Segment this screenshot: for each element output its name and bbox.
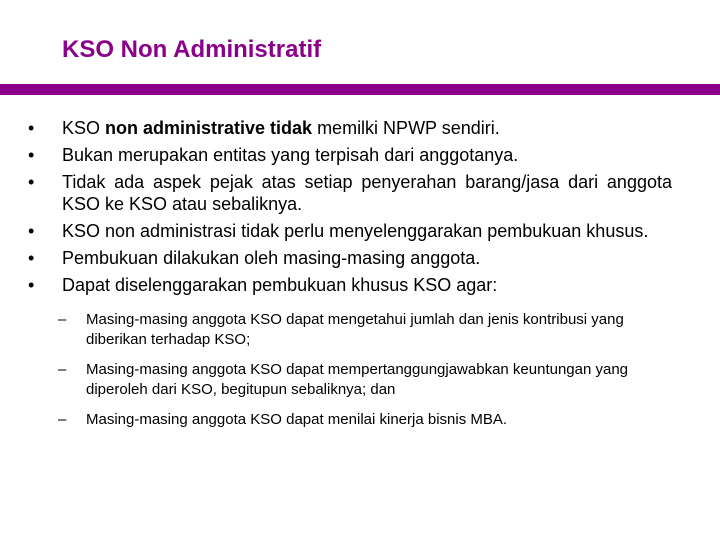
slide-title: KSO Non Administratif bbox=[62, 36, 322, 63]
sub-bullet-list bbox=[58, 310, 672, 430]
sub-bullet-item bbox=[58, 410, 672, 430]
bullet-item bbox=[28, 274, 672, 430]
bullet-text: KSO non administrasi tidak perlu menyelenggarakan pembukuan khusus. bbox=[62, 221, 649, 241]
sub-bullet-item bbox=[58, 310, 672, 350]
sub-bullet-text: Masing-masing anggota KSO dapat menilai kinerja bisnis MBA. bbox=[86, 411, 508, 428]
bullet-text-post: memilki NPWP sendiri. bbox=[312, 118, 500, 138]
bullet-text: Dapat diselenggarakan pembukuan khusus KSO agar: bbox=[62, 275, 498, 295]
bullet-item bbox=[28, 117, 672, 139]
bullet-text-pre: KSO bbox=[62, 118, 106, 138]
bullet-marker: • bbox=[28, 172, 35, 192]
sub-bullet-item bbox=[58, 360, 672, 400]
bullet-item bbox=[28, 247, 672, 269]
sub-bullet-text: Masing-masing anggota KSO dapat mengetahui jumlah dan jenis kontribusi yang diberikan terhadap KSO; bbox=[86, 311, 624, 348]
bullet-list bbox=[28, 117, 672, 440]
bullet-item bbox=[28, 171, 672, 215]
sub-bullet-marker: – bbox=[58, 311, 67, 328]
sub-bullet-text: Masing-masing anggota KSO dapat mempertanggungjawabkan keuntungan yang diperoleh dari KSO, begitupun sebaliknya; dan bbox=[86, 361, 629, 398]
title-divider bbox=[0, 84, 720, 95]
bullet-item bbox=[28, 144, 672, 166]
bullet-marker: • bbox=[28, 118, 35, 138]
bullet-marker: • bbox=[28, 275, 35, 295]
bullet-text-bold: non administrative tidak bbox=[105, 118, 313, 138]
bullet-item bbox=[28, 220, 672, 242]
bullet-marker: • bbox=[28, 145, 35, 165]
bullet-text: Bukan merupakan entitas yang terpisah dari anggotanya. bbox=[62, 145, 519, 165]
bullet-marker: • bbox=[28, 221, 35, 241]
bullet-text: Tidak ada aspek pejak atas setiap penyerahan barang/jasa dari anggota KSO ke KSO atau sebaliknya. bbox=[62, 172, 672, 214]
sub-bullet-marker: – bbox=[58, 361, 67, 378]
bullet-text: Pembukuan dilakukan oleh masing-masing anggota. bbox=[62, 248, 481, 268]
sub-bullet-marker: – bbox=[58, 411, 67, 428]
bullet-marker: • bbox=[28, 248, 35, 268]
